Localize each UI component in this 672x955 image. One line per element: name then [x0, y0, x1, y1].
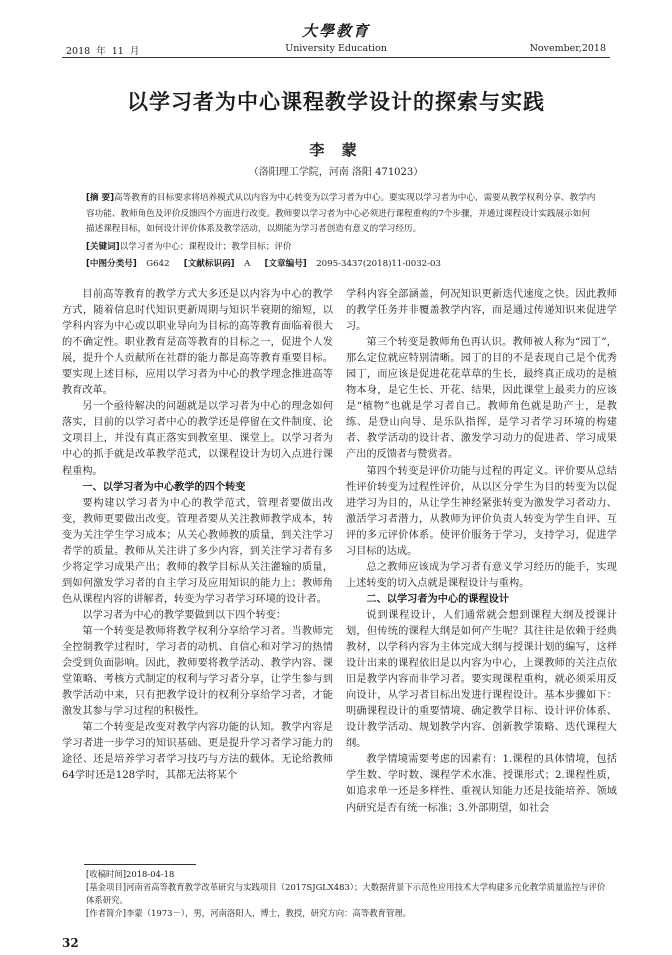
paragraph: 目前高等教育的教学方式大多还是以内容为中心的教学方式，随着信息时代知识更新周期与知识半衰期的缩短，以学科内容为中心或以职业导向为目标的高等教育面临着很大的不确定性。职业教育是高等教育的目标之一，促进个人发展，提升个人贡献所在社群的能力都是高等教育重要目标。要实现上述目标，应用以学习者为中心的教学理念推进高等教育改革。: [62, 289, 333, 397]
footnote-value: 2018-04-18: [126, 869, 175, 879]
paragraph: 第二个转变是改变对教学内容功能的认知。教学内容是学习者进一步学习的知识基础、更是提升学习者学习能力的途径、还是培养学习者学习技巧与方法的载体。无论给教师64学时还是128学时，其都无法将某个: [62, 722, 333, 782]
footnote-value: 李蒙（1973－），男，河南洛阳人，博士，教授，研究方向：高等教育管理。: [126, 908, 412, 918]
issue-date-en: November,2018: [529, 43, 606, 54]
keywords: [86, 240, 596, 256]
paragraph: 第一个转变是教师将教学权利分享给学习者。当教师完全控制教学过程时，学习者的动机、自信心和对学习的热情会受到负面影响。因此，教师要将教学活动、教学内容、课堂策略、考核方式制定的权利与学习者分享，让学生参与到教学活动中来，只有把教学设计的权利分享给学习者，才能激发其参与学习过程的积极性。: [62, 625, 333, 718]
footnote-received: [86, 868, 606, 881]
keywords-text: 以学习者为中心；课程设计；教学目标；评价: [119, 242, 292, 252]
article-author: 李 蒙: [309, 141, 363, 159]
footnote-value: 河南省高等教育教学改革研究与实践项目（2017SJGLX483）；大数据背景下示范性应用技术大学构建多元化教学质量监控与评价体系研究。: [86, 882, 606, 905]
footnote-rule: [84, 864, 196, 865]
journal-logo: 大學教育: [301, 22, 370, 40]
section-heading-1: 一、以学习者为中心教学的四个转变: [82, 481, 246, 493]
abstract: [86, 191, 596, 238]
article-number-value: 2095-3437(2018)11-0032-03: [316, 259, 441, 269]
body-left-column: [62, 287, 333, 784]
paragraph: 教学情境需要考虑的因素有：1.课程的具体情境，包括学生数、学时数、课程学术水准、授课形式；2.课程性质，如追求单一还是多样性、重视认知能力还是技能培养、领域内研究是否有统一标准；3.外部期望，如社会: [346, 754, 617, 814]
abstract-text: 高等教育的目标要求将培养模式从以内容为中心转变为以学习者为中心。要实现以学习者为中心，需要从教学权利分享、教学内容功能、教师角色及评价反馈四个方面进行改变。教师要以学习者为中心必须进行课程重构的7个步骤，并通过课程设计实践展示如何描述课程目标，如何设计评价体系及教学活动，以期能为学习者创造有意义的学习经历。: [86, 193, 596, 234]
footnote-label: [基金项目]: [86, 882, 127, 892]
body-right-column: [346, 287, 617, 817]
article-number-label: [文章编号]: [264, 259, 307, 269]
paragraph: 第四个转变是评价功能与过程的再定义。评价要从总结性评价转变为过程性评价，从以区分学生为目的转变为以促进学习为目的，从让学生神经紧张转变为激发学习者动力、激活学习者潜力，从教师为评价负责人转变为学生自评、互评的多元评价体系。使评价服务于学习，支持学习，促进学习目标的达成。: [346, 465, 617, 557]
clc-label: [中图分类号]: [86, 259, 137, 269]
issue-date-cn: 2018 年 11 月: [66, 46, 140, 57]
footnote-author: [86, 907, 606, 920]
abstract-label: [摘 要]: [86, 193, 115, 203]
section-heading-2: 二、以学习者为中心的课程设计: [366, 593, 510, 605]
keywords-label: [关键词]: [86, 242, 120, 252]
paragraph-continued: 学科内容全部涵盖，何况知识更新迭代速度之快。因此教师的教学任务并非覆盖教学内容，而是通过传递知识来促进学习。: [346, 289, 617, 333]
paragraph: 以学习者为中心的教学要做到以下四个转变：: [82, 609, 287, 621]
header-rule: [62, 57, 610, 58]
paragraph: 说到课程设计，人们通常就会想到课程大纲及授课计划，但传统的课程大纲是如何产生呢？其往往是依赖于经典教材，以学科内容为主体完成大纲与授课计划的编写，这样设计出来的课程依旧是以内容为中心，上课教师的关注点依旧是教学内容而非学习者。要实现课程重构，就必须采用反向设计，从学习者目标出发进行课程设计。基本步骤如下：明确课程设计的重要情境、确定教学目标、设计评价体系、设计教学活动、规划教学内容、创新教学策略、迭代课程大纲。: [346, 609, 617, 750]
classification-line: [86, 257, 596, 273]
journal-name-en: University Education: [285, 43, 387, 54]
page-number: 32: [62, 936, 79, 950]
paragraph: 另一个亟待解决的问题就是以学习者为中心的理念如何落实，目前的以学习者中心的教学还是停留在文件制度、论文项目上，并没有真正落实到教室里、课堂上。以学习者为中心的抓手就是改革教学范式，以课程设计为切入点进行课程重构。: [62, 401, 333, 477]
doc-code-value: A: [244, 259, 251, 269]
article-title: 以学习者为中心课程教学设计的探索与实践: [127, 90, 545, 114]
footnote-label: [作者简介]: [86, 908, 127, 918]
paragraph: 第三个转变是教师角色再认识。教师被人称为“园丁”，那么定位就应特别清晰。园丁的目的不是表现自己是个优秀园丁，而应该是促进花花草草的生长，最终真正成功的是植物本身，是它生长、开花、结果，因此课堂上最卖力的应该是“植物”也就是学习者自己。教师角色就是助产士，是教练、是登山向导、是乐队指挥，是学习者学习环境的构建者、教学活动的设计者、激发学习动力的促进者、学习成果产出的反馈者与赞赏者。: [346, 337, 617, 461]
paragraph: 总之教师应该成为学习者有意义学习经历的能手，实现上述转变的切入点就是课程设计与重构。: [346, 561, 617, 589]
doc-code-label: [文献标识码]: [183, 259, 235, 269]
footnote-label: [收稿时间]: [86, 869, 127, 879]
paragraph: 要构建以学习者为中心的教学范式，管理者要做出改变，教师更要做出改变。管理者要从关注教师教学成本，转变为关注学生学习成本；从关心教师教的质量，到关注学习者学的质量。教师从关注讲了多少内容，到关注学习者有多少将定学习成果产出；教师的教学目标从关注灌输的质量，到如何激发学习者的自主学习及应用知识的能力上；教师角色从课程内容的讲解者，转变为学习者学习环境的设计者。: [62, 497, 333, 605]
author-affiliation: （洛阳理工学院，河南 洛阳 471023）: [248, 167, 424, 178]
footnote-fund: [86, 881, 606, 907]
clc-value: G642: [146, 259, 170, 269]
